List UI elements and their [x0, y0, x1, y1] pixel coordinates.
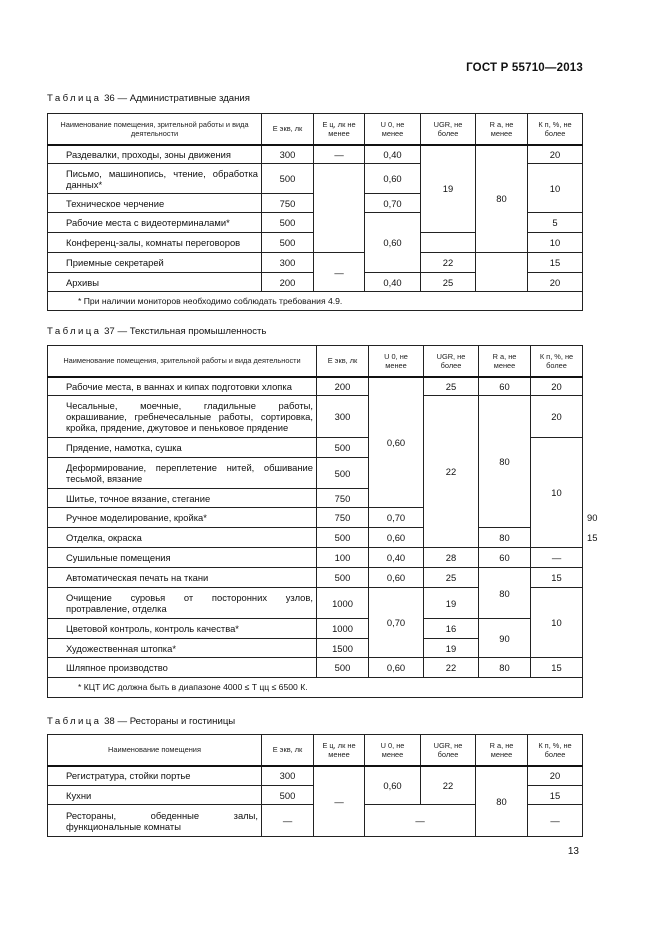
caption-title: — Текстильная промышленность — [117, 326, 267, 337]
cell-u0: 0,60 — [369, 377, 424, 508]
header-u0: U 0, не менее — [365, 114, 421, 145]
row-name: Архивы — [48, 273, 262, 292]
cell-kp: 20 — [528, 273, 583, 292]
table-row — [48, 658, 583, 678]
header-e-ts: Е ц, лк не менее — [314, 735, 365, 766]
header-ra: R а, не менее — [476, 114, 528, 145]
cell-e: — — [262, 805, 314, 837]
cell-e: 1500 — [317, 639, 369, 658]
cell-ugr: 22 — [424, 658, 479, 678]
cell-ugr: 19 — [424, 588, 479, 619]
header-kp: К п, %, не более — [528, 114, 583, 145]
cell-ets: — — [314, 253, 365, 292]
row-name: Чесальные, моечные, гладильные работы, окрашивание, гребнечесальные работы, сортировка, кройка, прядение, джутовое и пеньковое прядение — [48, 396, 317, 438]
table36-caption — [47, 93, 250, 104]
row-name: Автоматическая печать на ткани — [48, 568, 317, 588]
cell-kp: 20 — [531, 377, 583, 396]
cell-u0: 0,60 — [369, 658, 424, 678]
cell-kp: 20 — [528, 766, 583, 786]
cell-kp: — — [531, 548, 583, 568]
cell-kp: — — [528, 805, 583, 837]
cell-ugr: 22 — [424, 396, 479, 548]
cell-u0: 0,70 — [369, 508, 424, 528]
cell-ugr: 28 — [424, 548, 479, 568]
cell-kp: 20 — [531, 396, 583, 438]
row-name: Кухни — [48, 786, 262, 805]
row-name: Рестораны, обеденные залы, функциональные комнаты — [48, 805, 262, 837]
cell-u0: 0,40 — [369, 548, 424, 568]
row-name: Письмо, машинопись, чтение, обработка данных* — [48, 164, 262, 194]
cell-kp: 10 — [531, 588, 583, 658]
cell-ets: — — [314, 766, 365, 837]
header-name: Наименование помещения — [48, 735, 262, 766]
table37-footnote: * КЦТ ИС должна быть в диапазоне 4000 ≤ Т цц ≤ 6500 К. — [48, 678, 583, 698]
header-e-ekv: Е экв, лк — [317, 346, 369, 377]
cell-u0: 0,40 — [365, 273, 421, 292]
caption-number: 38 — [104, 716, 115, 727]
table37-caption — [47, 326, 266, 337]
table-row — [48, 377, 583, 396]
row-name: Художественная штопка* — [48, 639, 317, 658]
table36-footnote: * При наличии мониторов необходимо соблюдать требования 4.9. — [48, 292, 583, 311]
row-name: Ручное моделирование, кройка* — [48, 508, 317, 528]
cell-ra: 80 — [476, 145, 528, 253]
cell-u0: 0,60 — [369, 568, 424, 588]
caption-prefix: Таблица — [47, 716, 102, 727]
cell-ugr: 22 — [421, 766, 476, 805]
cell-u0: 0,60 — [369, 528, 424, 548]
row-name: Раздевалки, проходы, зоны движения — [48, 145, 262, 164]
table-row — [48, 253, 583, 273]
header-e-ekv: Е экв, лк — [262, 735, 314, 766]
cell-e: 200 — [262, 273, 314, 292]
cell-kp: 20 — [528, 145, 583, 164]
cell-ugr: 25 — [421, 273, 476, 292]
cell-ra: 80 — [479, 396, 531, 528]
cell-ra: 80 — [479, 528, 531, 548]
cell-e: 100 — [317, 548, 369, 568]
cell-e: 500 — [262, 233, 314, 253]
header-ugr: UGR, не более — [421, 114, 476, 145]
table-row — [48, 145, 583, 164]
header-kp: К п, %, не более — [528, 735, 583, 766]
cell-kp: 15 — [531, 568, 583, 588]
cell-e: 500 — [317, 568, 369, 588]
row-name: Деформирование, переплетение нитей, обшивание тесьмой, вязание — [48, 458, 317, 489]
row-name: Рабочие места с видеотерминалами* — [48, 213, 262, 233]
row-name: Приемные секретарей — [48, 253, 262, 273]
cell-u0: 0,40 — [365, 145, 421, 164]
cell-ra-blank — [476, 253, 528, 292]
cell-ets: — — [314, 145, 365, 164]
caption-title: — Рестораны и гостиницы — [117, 716, 236, 727]
table-38 — [47, 734, 583, 837]
cell-e: 500 — [317, 658, 369, 678]
row-name: Очищение суровья от посторонних узлов, протравление, отделка — [48, 588, 317, 619]
cell-u0: 0,60 — [365, 164, 421, 194]
row-name: Конференц-залы, комнаты переговоров — [48, 233, 262, 253]
cell-ra: 80 — [479, 568, 531, 619]
header-ra: R а, не менее — [479, 346, 531, 377]
document-id: ГОСТ Р 55710—2013 — [466, 62, 583, 74]
cell-e: 500 — [317, 438, 369, 458]
cell-kp: 10 — [528, 233, 583, 253]
cell-kp: 10 — [528, 164, 583, 213]
cell-e: 300 — [262, 766, 314, 786]
row-name: Регистратура, стойки портье — [48, 766, 262, 786]
cell-ra: 60 — [479, 548, 531, 568]
cell-kp: 15 — [528, 253, 583, 273]
header-ugr: UGR, не более — [424, 346, 479, 377]
cell-u0: 0,60 — [365, 213, 421, 273]
page-number: 13 — [567, 846, 579, 857]
table-row — [48, 396, 583, 438]
cell-kp: 15 — [528, 786, 583, 805]
row-name: Отделка, окраска — [48, 528, 317, 548]
table-36 — [47, 113, 583, 311]
cell-ugr: 19 — [421, 145, 476, 233]
cell-e: 500 — [262, 164, 314, 194]
table-row — [48, 619, 583, 639]
cell-e: 300 — [262, 145, 314, 164]
cell-ugr: 25 — [424, 568, 479, 588]
cell-kp: 15 — [531, 658, 583, 678]
caption-title: — Административные здания — [117, 93, 250, 104]
header-name: Наименование помещения, зрительной работы и вида деятельности — [48, 114, 262, 145]
cell-ugr: 25 — [424, 377, 479, 396]
cell-ugr: 19 — [424, 639, 479, 658]
row-name: Шляпное производство — [48, 658, 317, 678]
caption-prefix: Таблица — [47, 93, 102, 104]
row-name: Рабочие места, в ваннах и кипах подготовки хлопка — [48, 377, 317, 396]
header-e-ekv: Е экв, лк — [262, 114, 314, 145]
cell-u0: 0,60 — [365, 766, 421, 805]
header-kp: К п, %, не более — [531, 346, 583, 377]
table-row: Ручное моделирование, кройка* 750 0,70 90 — [48, 508, 583, 528]
cell-kp: 10 — [531, 438, 583, 548]
cell-e: 750 — [262, 194, 314, 213]
table-row — [48, 548, 583, 568]
table-37 — [47, 345, 598, 698]
cell-u0-ugr: — — [365, 805, 476, 837]
cell-e: 500 — [262, 786, 314, 805]
table-row: Отделка, окраска 500 0,60 80 15 — [48, 528, 583, 548]
header-e-ts: Е ц, лк не менее — [314, 114, 365, 145]
cell-kp: 5 — [528, 213, 583, 233]
cell-e: 750 — [317, 489, 369, 508]
cell-e: 750 — [317, 508, 369, 528]
cell-ra: 80 — [479, 658, 531, 678]
row-name: Техническое черчение — [48, 194, 262, 213]
cell-u0: 0,70 — [365, 194, 421, 213]
cell-e: 200 — [317, 377, 369, 396]
header-u0: U 0, не менее — [365, 735, 421, 766]
table-row — [48, 568, 583, 588]
caption-prefix: Таблица — [47, 326, 102, 337]
table-row — [48, 766, 583, 786]
row-name: Цветовой контроль, контроль качества* — [48, 619, 317, 639]
cell-ets-blank — [314, 164, 365, 253]
row-name: Шитье, точное вязание, стегание — [48, 489, 317, 508]
caption-number: 36 — [104, 93, 115, 104]
header-name: Наименование помещения, зрительной работы и вида деятельности — [48, 346, 317, 377]
cell-e: 500 — [262, 213, 314, 233]
cell-ugr: 16 — [424, 619, 479, 639]
header-ra: R а, не менее — [476, 735, 528, 766]
cell-ugr: 22 — [421, 253, 476, 273]
cell-ra: 60 — [479, 377, 531, 396]
cell-e: 300 — [262, 253, 314, 273]
cell-e: 500 — [317, 528, 369, 548]
row-name: Сушильные помещения — [48, 548, 317, 568]
cell-ra: 90 — [479, 619, 531, 658]
caption-number: 37 — [104, 326, 115, 337]
cell-e: 500 — [317, 458, 369, 489]
header-ugr: UGR, не более — [421, 735, 476, 766]
cell-e: 1000 — [317, 588, 369, 619]
table38-caption — [47, 716, 235, 727]
cell-ugr-blank — [421, 233, 476, 253]
cell-e: 300 — [317, 396, 369, 438]
cell-e: 1000 — [317, 619, 369, 639]
cell-u0: 0,70 — [369, 588, 424, 658]
cell-ra: 80 — [476, 766, 528, 837]
header-u0: U 0, не менее — [369, 346, 424, 377]
row-name: Прядение, намотка, сушка — [48, 438, 317, 458]
